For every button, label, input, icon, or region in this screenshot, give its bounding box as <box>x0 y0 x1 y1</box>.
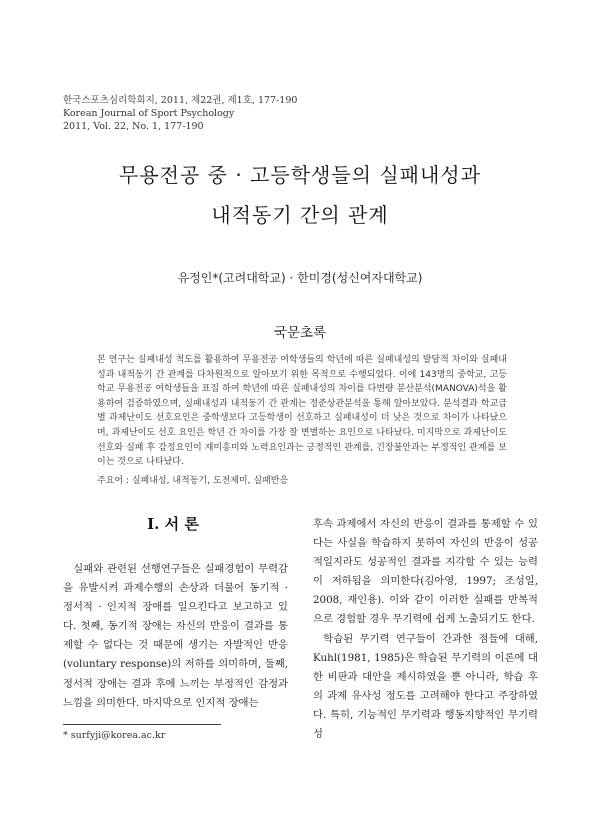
journal-volume-english: 2011, Vol. 22, No. 1, 177-190 <box>63 121 204 132</box>
abstract-heading: 국문초록 <box>273 325 327 341</box>
body-right-column <box>313 515 538 744</box>
keywords: 주요어 : 실패내성, 내적동기, 도전제미, 실패반응 <box>97 476 289 486</box>
body-left-column <box>63 560 288 713</box>
section-title: I. 서 론 <box>147 515 199 533</box>
footnote-email: * surfyji@korea.ac.kr <box>63 730 166 741</box>
authors: 유정인*(고려대학교) · 한미경(성신여자대학교) <box>177 271 423 285</box>
abstract-text: 본 연구는 실패내성 척도를 활용하여 무용전공 여학생들의 학년에 따른 실패내성의 발달적 차이와 실패내성과 내적동기 간 관계를 다차원적으로 알아보기 위한 목적으로 수행되었다. 이에 143명의 중학교, 고등학교 무용전공 여학생들을 표집 하여 학년에 따른 실패내성의 차이를 다변량 분산분석(MANOVA)석을 활용하여 검증하였으며, 실패내성과 내적동기 간 관계는 정준상관분석을 통해 알아보았다. 분석결과 학교급별 과제난이도 선호요인은 중학생보다 고등학생이 선호하고 실패내성이 더 낮은 것으로 차이가 나타났으며, 과제난이도 선호 요인은 학년 간 차이를 가장 잘 변별하는 요인으로 나타났다. 미지막으로 과제난이도 선호와 실패 후 감정요인이 재미흥미와 노력요인과는 긍정적인 관계를, 긴장불안과는 부정적인 관계를 보이는 것으로 나타났다. <box>97 355 507 468</box>
paper-title-line2: 내적동기 간의 관계 <box>211 203 389 227</box>
paper-title-line1: 무용전공 중 · 고등학생들의 실패내성과 <box>119 163 481 187</box>
footnote-divider <box>63 724 221 725</box>
body-paragraph: 실패와 관련된 선행연구들은 실패경험이 무력감을 유발시켜 과제수행의 손상과 더불어 동기적 · 정서적 · 인지적 장애를 일으킨다고 보고하고 있다. 첫째, 동기적 장애는 자신의 반응이 결과를 통제할 수 없다는 것 때문에 생기는 자발적인 반응(voluntary response)의 저하를 의미하며, 둘째, 정서적 장애는 결과 후에 느끼는 부정적인 감정과 느낌을 의미한다. 마지막으로 인지적 장애는 <box>63 563 288 709</box>
journal-citation-korean: 한국스포츠심리학회지, 2011, 제22권, 제1호, 177-190 <box>63 95 298 106</box>
journal-name-english: Korean Journal of Sport Psychology <box>63 108 235 119</box>
body-paragraph: 학습된 무기력 연구들이 간과한 점들에 대해, Kuhl(1981, 1985)은 학습된 무기력의 이론에 대한 비판과 대안을 제시하였을 뿐 아니라, 학습 후의 과제 유사성 정도를 고려해야 한다고 주장하였다. 특히, 기능적인 무기력과 행동지향적인 무기력 성 <box>313 632 538 741</box>
body-paragraph: 후속 과제에서 자신의 반응이 결과를 통제할 수 있다는 사실을 학습하지 못하여 자신의 반응이 성공적일지라도 성공적인 결과를 지각할 수 있는 능력이 저하됨을 의미한다(김아영, 1997; 조성일, 2008, 재인용). 이와 같이 이러한 실패를 반복적으로 경험할 경우 무기력에 쉽게 노출되기도 한다. <box>313 518 538 626</box>
